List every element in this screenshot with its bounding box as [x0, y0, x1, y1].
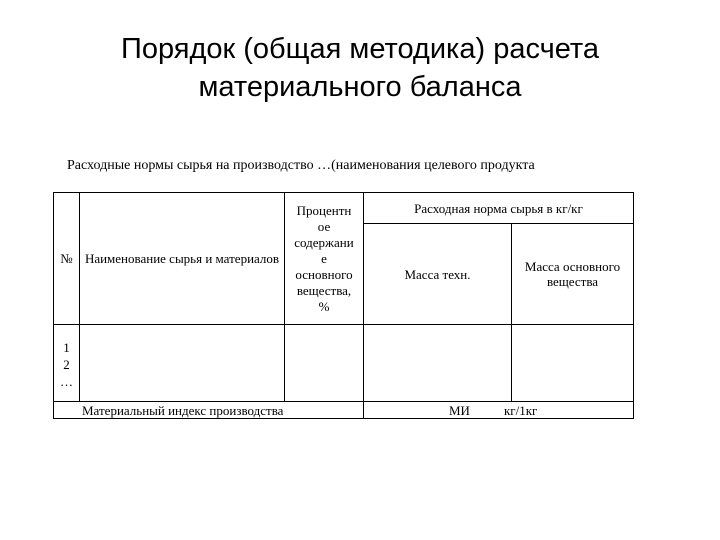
slide-title [0, 30, 720, 106]
row-number: … [60, 373, 73, 389]
header-material-name: Наименование сырья и материалов [80, 193, 285, 325]
data-cell [80, 325, 285, 402]
table-caption: Расходные нормы сырья на производство …(наименования целевого продукта [67, 158, 535, 173]
header-number: № [54, 193, 80, 325]
footer-mi: МИ [449, 402, 470, 418]
row-numbers-cell [54, 325, 80, 402]
data-cell [364, 325, 512, 402]
footer-value-cell [364, 402, 634, 419]
slide-title-line-2: материального баланса [198, 71, 522, 103]
header-mass-tech: Масса техн. [364, 224, 512, 325]
header-norm-group: Расходная норма сырья в кг/кг [364, 193, 634, 224]
data-cell [512, 325, 634, 402]
row-number: 1 [63, 339, 70, 355]
consumption-norms-table [53, 192, 634, 419]
footer-unit: кг/1кг [503, 402, 538, 418]
header-percent-content: Процентн ое содержани е основного вещества, % [285, 193, 364, 325]
header-mass-main: Масса основного вещества [512, 224, 634, 325]
slide-title-line-1: Порядок (общая методика) расчета [120, 33, 600, 65]
data-cell [285, 325, 364, 402]
row-number: 2 [63, 356, 70, 372]
footer-label: Материальный индекс производства [54, 402, 364, 419]
